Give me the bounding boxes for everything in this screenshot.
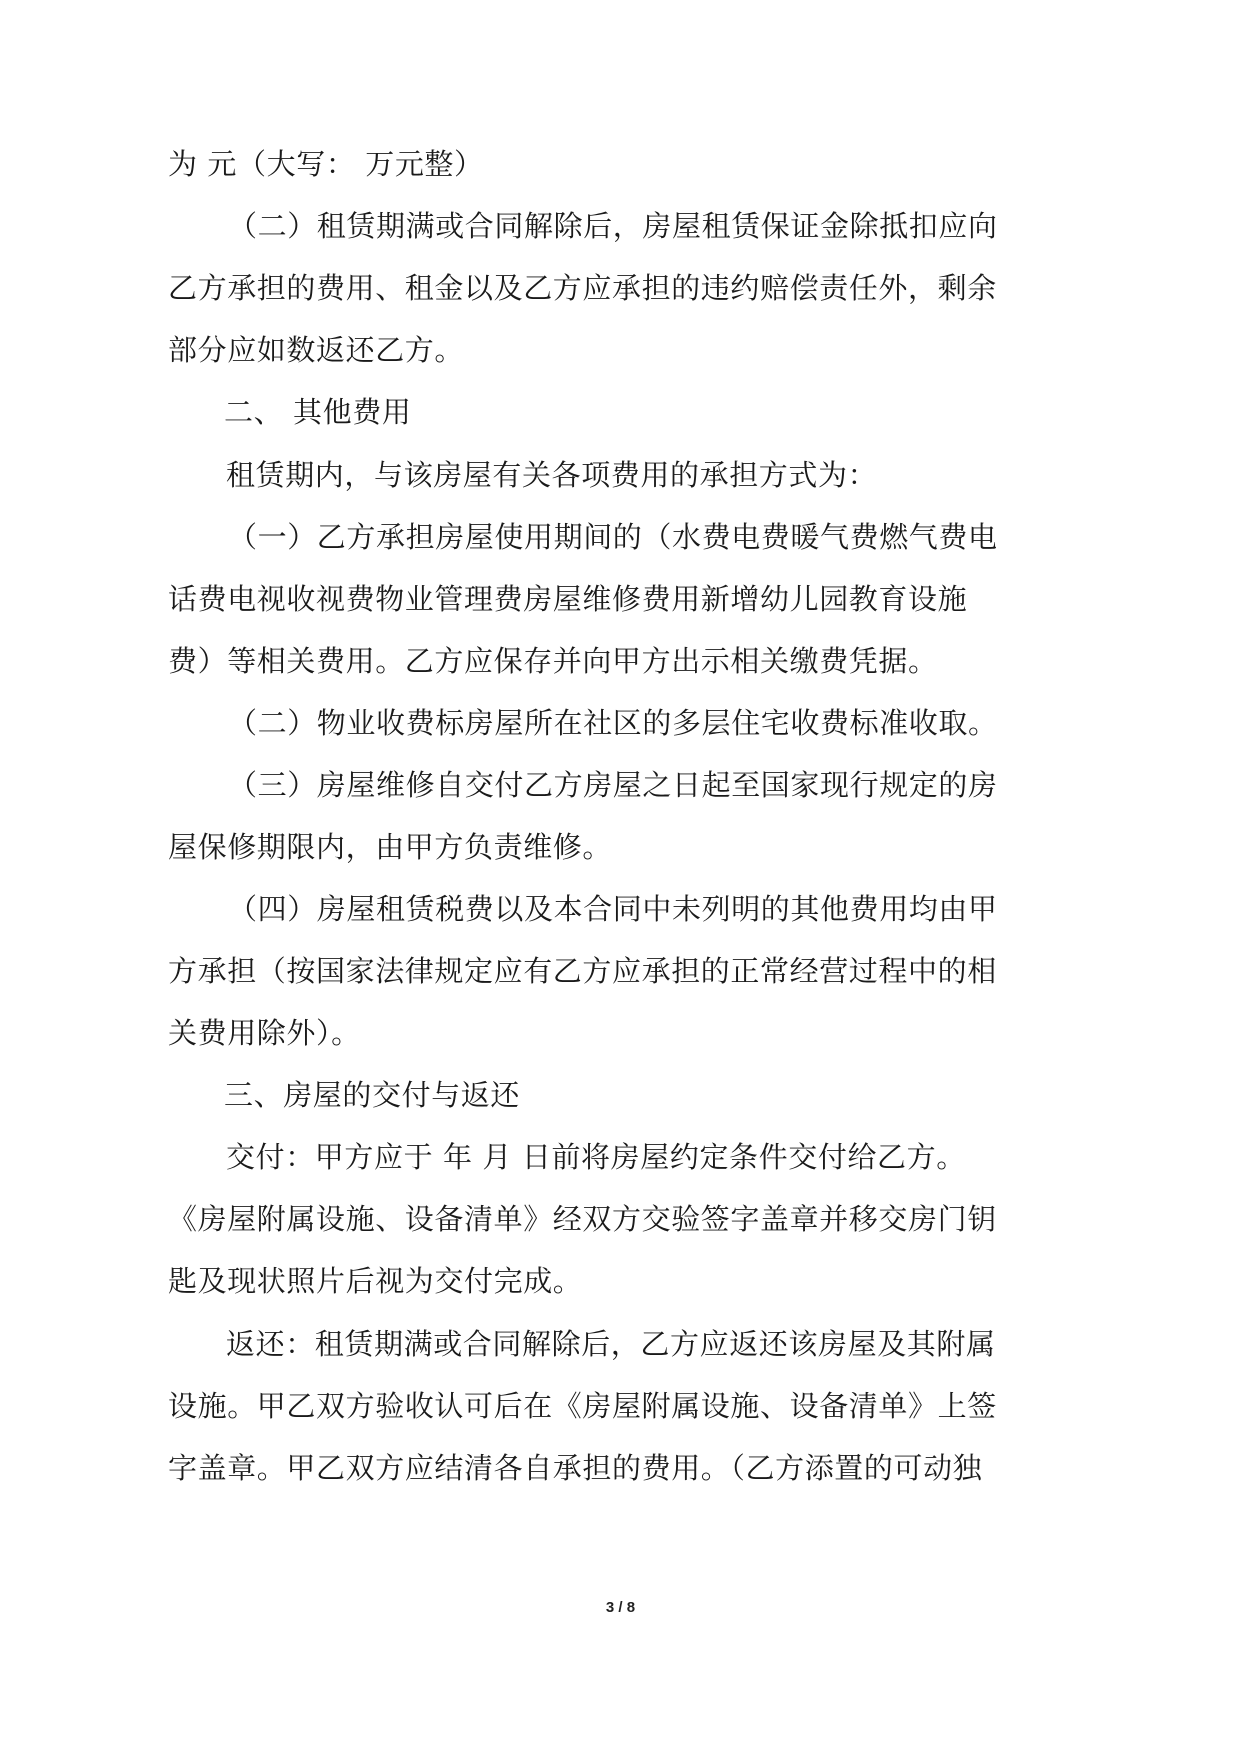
text-line: 为 元（大写： 万元整） [168,147,484,181]
text-line: 设施。甲乙双方验收认可后在《房屋附属设施、设备清单》上签 [168,1389,997,1423]
text-line: （二）租赁期满或合同解除后，房屋租赁保证金除抵扣应向 [228,209,998,243]
text-line: 费）等相关费用。乙方应保存并向甲方出示相关缴费凭据。 [168,644,938,678]
text-line: 方承担（按国家法律规定应有乙方应承担的正常经营过程中的相 [168,954,997,988]
text-line: 《房屋附属设施、设备清单》经双方交验签字盖章并移交房门钥 [168,1202,997,1236]
text-line: （二）物业收费标房屋所在社区的多层住宅收费标准收取。 [228,706,998,740]
text-line: 关费用除外）。 [168,1016,361,1050]
text-line: 话费电视收视费物业管理费房屋维修费用新增幼儿园教育设施 [168,582,968,616]
section-heading: 三、房屋的交付与返还 [224,1078,521,1112]
text-line: （一）乙方承担房屋使用期间的（水费电费暖气费燃气费电 [228,520,998,554]
section-heading: 二、 其他费用 [224,395,412,429]
text-line: （三）房屋维修自交付乙方房屋之日起至国家现行规定的房 [228,768,998,802]
page-number: 3 / 8 [605,1599,636,1616]
text-line: 匙及现状照片后视为交付完成。 [168,1264,583,1298]
text-line: 字盖章。甲乙双方应结清各自承担的费用。（乙方添置的可动独 [168,1451,983,1485]
text-line: 返还：租赁期满或合同解除后，乙方应返还该房屋及其附属 [226,1327,996,1361]
text-line: 部分应如数返还乙方。 [168,333,465,367]
text-line: 交付：甲方应于 年 月 日前将房屋约定条件交付给乙方。 [226,1140,966,1174]
text-line: （四）房屋租赁税费以及本合同中未列明的其他费用均由甲 [228,892,998,926]
text-line: 屋保修期限内，由甲方负责维修。 [168,830,613,864]
text-line: 租赁期内，与该房屋有关各项费用的承担方式为： [226,458,878,492]
text-line: 乙方承担的费用、租金以及乙方应承担的违约赔偿责任外，剩余 [168,271,997,305]
